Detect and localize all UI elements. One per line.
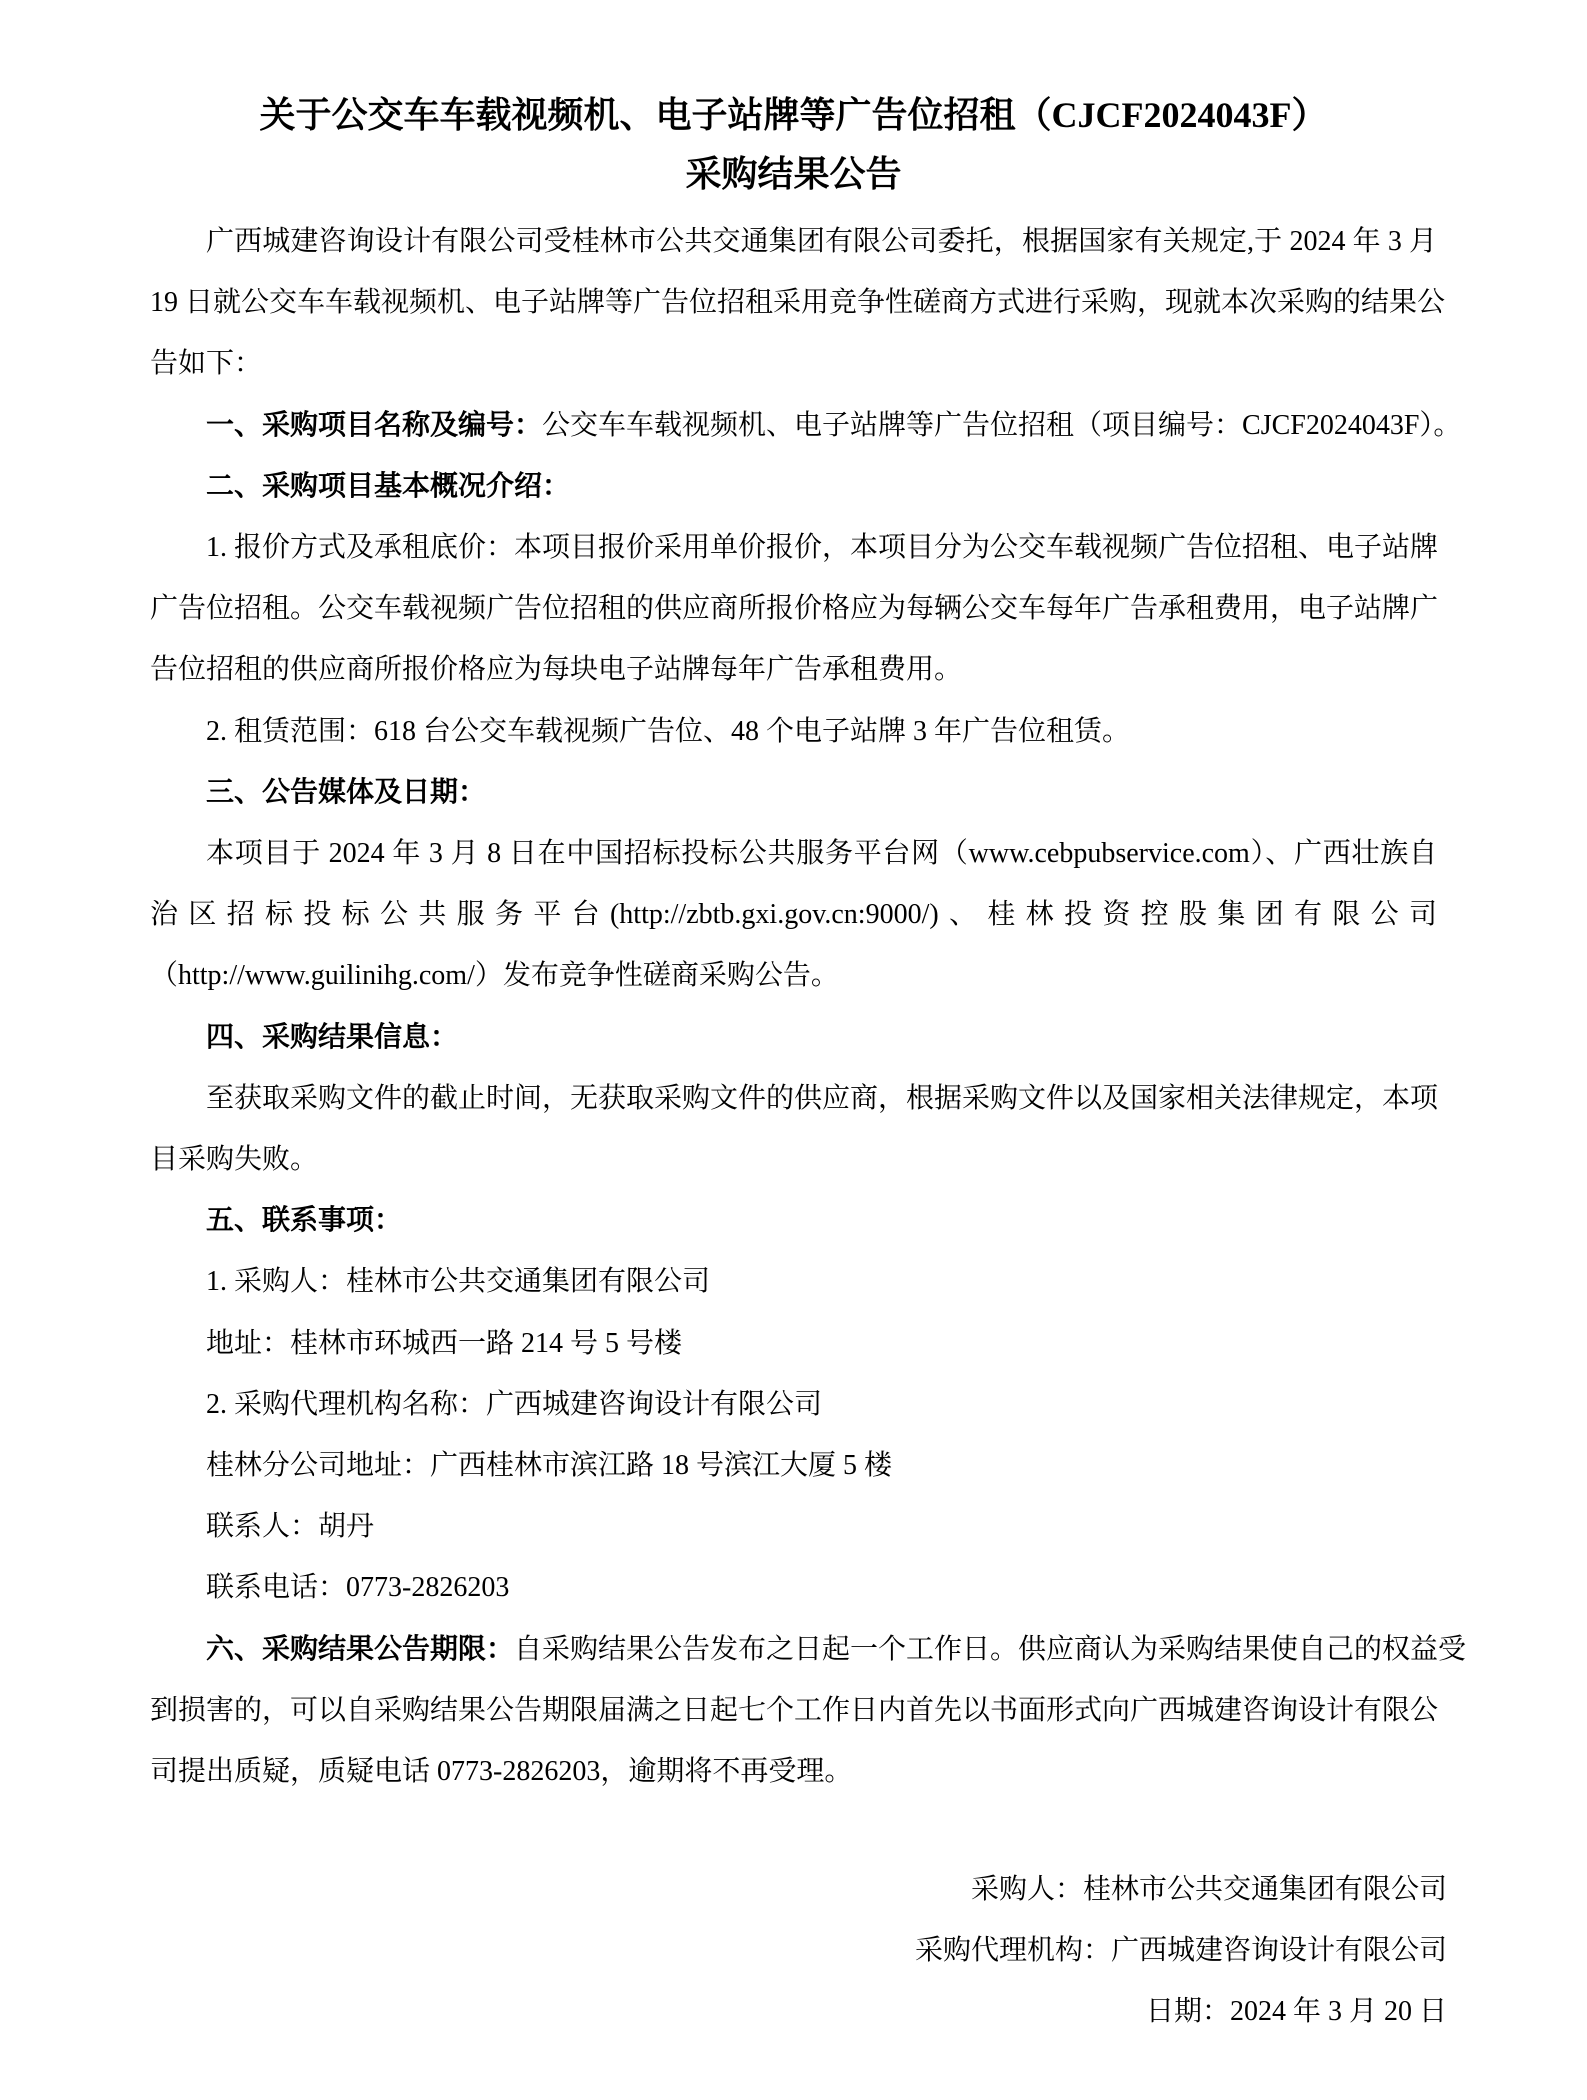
line-segment: 1. 报价方式及承租底价：本项目报价采用单价报价，本项目分为公交车载视频广告位招租、电子站牌	[206, 532, 1439, 563]
line-segment: 自采购结果公告发布之日起一个工作日。供应商认为采购结果使自己的权益受	[514, 1633, 1467, 1665]
document-line	[150, 1021, 1437, 1055]
document-line	[150, 1082, 1437, 1116]
document-line	[150, 592, 1437, 626]
line-segment-bold: 五、联系事项：	[206, 1205, 403, 1237]
document-line	[150, 470, 1437, 504]
document-line	[150, 1143, 1437, 1177]
line-segment-bold: 四、采购结果信息：	[206, 1021, 459, 1053]
line-segment-bold: 一、采购项目名称及编号：	[206, 409, 543, 441]
line-segment: 至获取采购文件的截止时间，无获取采购文件的供应商，根据采购文件以及国家相关法律规定，本项	[206, 1082, 1439, 1114]
line-segment: 桂林分公司地址：广西桂林市滨江路 18 号滨江大厦 5 楼	[206, 1450, 893, 1481]
line-segment: 1. 采购人：桂林市公共交通集团有限公司	[206, 1266, 711, 1298]
document-line	[150, 1633, 1467, 1667]
document-line	[150, 776, 1437, 810]
document-line	[150, 715, 1437, 749]
line-segment-bold: 三、公告媒体及日期：	[206, 776, 487, 808]
line-segment: 告位招租的供应商所报价格应为每块电子站牌每年广告承租费用。	[150, 654, 963, 686]
line-segment: 联系电话：0773-2826203	[206, 1572, 510, 1604]
document-line	[150, 1694, 1437, 1728]
line-segment: 19 日就公交车车载视频机、电子站牌等广告位招租采用竞争性磋商方式进行采购，现就本次采购的结果公	[150, 287, 1446, 319]
signature-line: 日期：2024 年 3 月 20 日	[1145, 1996, 1447, 2028]
document-line	[150, 286, 1446, 320]
document-line	[150, 347, 1437, 381]
document-line	[150, 225, 1437, 259]
document-line	[150, 898, 1437, 932]
document-title: 关于公交车车载视频机、电子站牌等广告位招租（CJCF2024043F）	[259, 95, 1328, 135]
line-segment: 到损害的，可以自采购结果公告期限届满之日起七个工作日内首先以书面形式向广西城建咨询设计有限公	[150, 1694, 1439, 1726]
document-subtitle: 采购结果公告	[685, 154, 902, 194]
line-segment: 广西城建咨询设计有限公司受桂林市公共交通集团有限公司委托，根据国家有关规定,于 2024 年 3 月	[206, 226, 1437, 257]
document-line	[150, 959, 1437, 993]
document-line	[150, 531, 1437, 565]
line-segment: 联系人：胡丹	[206, 1511, 375, 1543]
line-segment: 公交车车载视频机、电子站牌等广告位招租（项目编号：CJCF2024043F）。	[542, 409, 1462, 441]
line-segment: 本项目于 2024 年 3 月 8 日在中国招标投标公共服务平台网（www.cebpubservice.com）、广西壮族自	[206, 838, 1437, 869]
line-segment: 治区招标投标公共服务平台(http://zbtb.gxi.gov.cn:9000/)、桂林投资控股集团有限公司	[150, 899, 1437, 931]
document-line	[150, 1571, 1437, 1605]
line-segment: （http://www.guilinihg.com/）发布竞争性磋商采购公告。	[150, 960, 839, 992]
line-segment: 目采购失败。	[150, 1144, 319, 1175]
signature-line: 采购人：桂林市公共交通集团有限公司	[970, 1874, 1447, 1905]
line-segment: 地址：桂林市环城西一路 214 号 5 号楼	[206, 1327, 683, 1359]
document-line	[150, 1204, 1437, 1238]
document-line	[150, 1327, 1437, 1361]
signature-line: 采购代理机构：广西城建咨询设计有限公司	[914, 1935, 1447, 1967]
document-line	[150, 1449, 1437, 1483]
document-line	[150, 409, 1462, 443]
line-segment-bold: 六、采购结果公告期限：	[206, 1633, 515, 1665]
line-segment-bold: 二、采购项目基本概况介绍：	[206, 470, 571, 502]
document-line	[150, 653, 1437, 687]
line-segment: 告如下：	[150, 348, 263, 380]
document-line	[150, 1265, 1437, 1299]
line-segment: 广告位招租。公交车载视频广告位招租的供应商所报价格应为每辆公交车每年广告承租费用，电子站牌广	[150, 593, 1439, 625]
line-segment: 司提出质疑，质疑电话 0773-2826203，逾期将不再受理。	[150, 1756, 853, 1787]
document-line	[150, 1510, 1437, 1544]
line-segment: 2. 采购代理机构名称：广西城建咨询设计有限公司	[206, 1388, 823, 1420]
document-line	[150, 1388, 1437, 1422]
document-line	[150, 1755, 1437, 1789]
line-segment: 2. 租赁范围：618 台公交车载视频广告位、48 个电子站牌 3 年广告位租赁。	[206, 715, 1131, 747]
document-line	[150, 837, 1437, 871]
